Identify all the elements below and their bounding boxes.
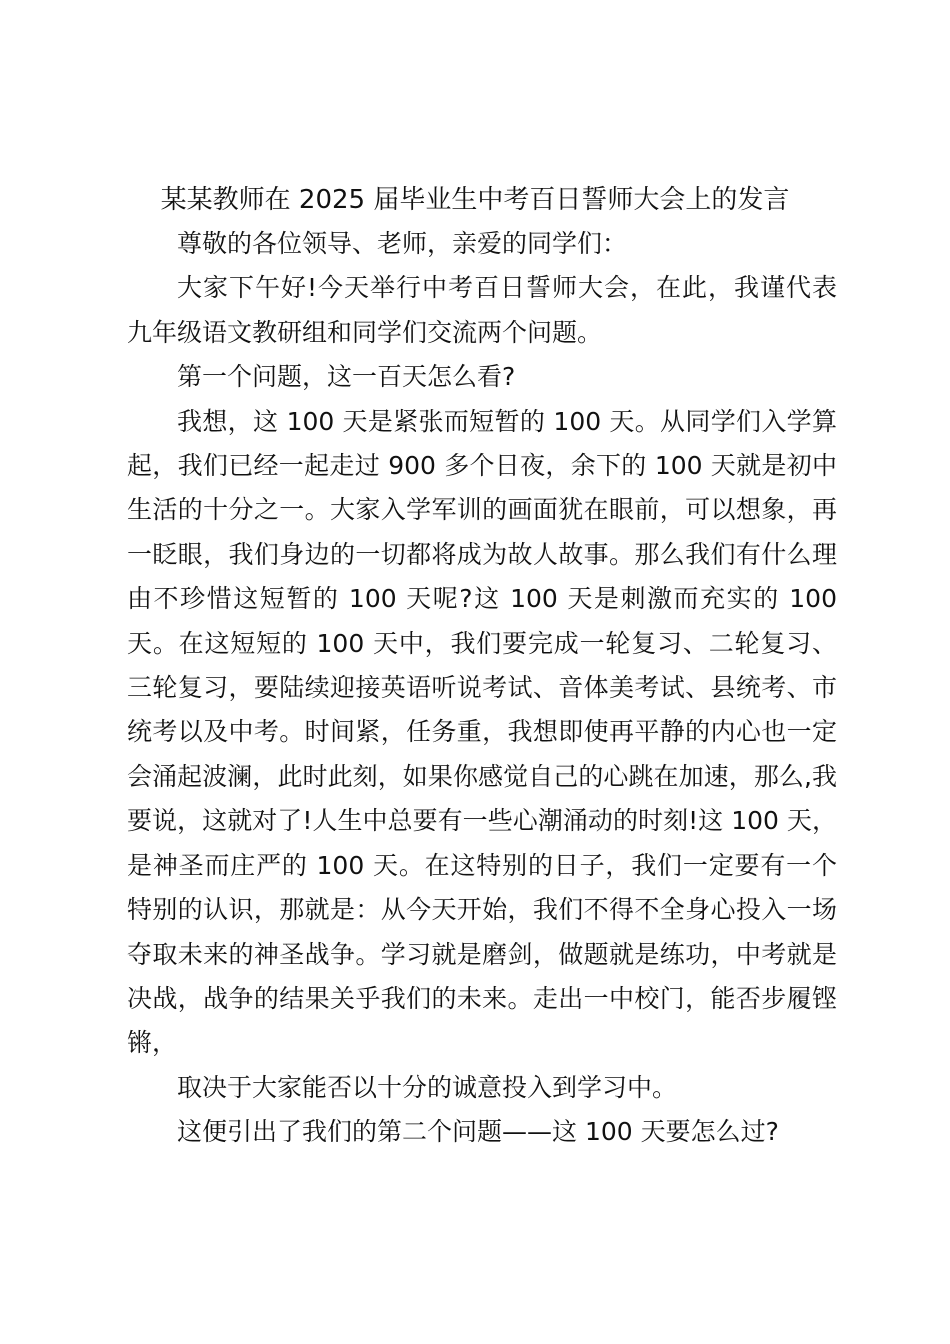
document-title: 某某教师在 2025 届毕业生中考百日誓师大会上的发言 [160, 185, 790, 215]
greeting-paragraph: 大家下午好!今天举行中考百日誓师大会，在此，我谨代表九年级语文教研组和同学们交流两个问题。 [127, 273, 837, 347]
continuation-paragraph: 取决于大家能否以十分的诚意投入到学习中。 [177, 1072, 678, 1102]
main-paragraph: 我想，这 100 天是紧张而短暂的 100 天。从同学们入学算起，我们已经一起走过 900 多个日夜，余下的 100 天就是初中生活的十分之一。大家入学军训的画面犹在眼前，可以想象，再一眨眼，我们身边的一切都将成为故人故事。那么我们有什么理由不珍惜这短暂的 100 天呢?这 100 天是刺激而充实的 100 天。在这短短的 100 天中，我们要完成一轮复习、二轮复习、三轮复习，要陆续迎接英语听说考试、音体美考试、县统考、市统考以及中考。时间紧，任务重，我想即使再平静的内心也一定会涌起波澜，此时此刻，如果你感觉自己的心跳在加速，那么,我要说，这就对了!人生中总要有一些心潮涌动的时刻!这 100 天，是神圣而庄严的 100 天。在这特别的日子，我们一定要有一个特别的认识，那就是：从今天开始，我们不得不全身心投入一场夺取未来的神圣战争。学习就是磨剑，做题就是练功，中考就是决战，战争的结果关乎我们的未来。走出一中校门，能否步履铿锵， [127, 406, 837, 1058]
document-body [127, 222, 837, 1155]
question-two-heading: 这便引出了我们的第二个问题——这 100 天要怎么过? [177, 1117, 779, 1147]
salutation-paragraph: 尊敬的各位领导、老师，亲爱的同学们： [177, 229, 628, 258]
question-one-heading: 第一个问题，这一百天怎么看? [177, 362, 516, 392]
